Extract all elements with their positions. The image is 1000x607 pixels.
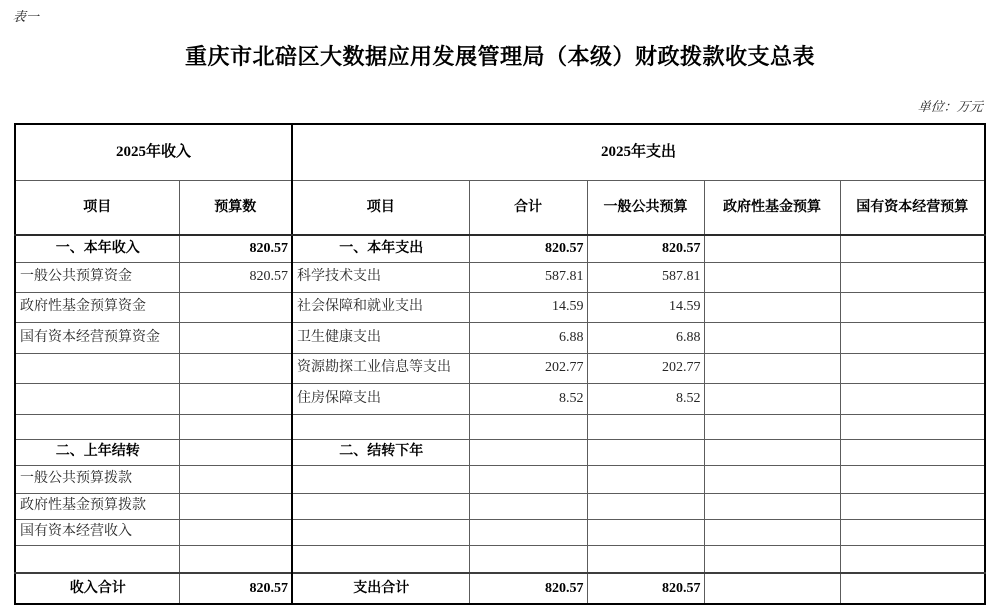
government-fund-budget-cell — [704, 493, 840, 519]
government-fund-budget-cell — [704, 545, 840, 573]
general-public-budget-cell: 587.81 — [587, 262, 704, 292]
revenue-item-cell: 政府性基金预算资金 — [15, 292, 179, 322]
state-capital-budget-cell — [840, 493, 985, 519]
revenue-item-cell: 一般公共预算拨款 — [15, 465, 179, 493]
expenditure-total-cell — [469, 493, 587, 519]
expenditure-total-cell: 8.52 — [469, 383, 587, 414]
state-capital-budget-cell — [840, 235, 985, 262]
government-fund-budget-cell — [704, 353, 840, 383]
table-row — [15, 292, 985, 322]
revenue-item-cell: 收入合计 — [15, 573, 179, 604]
expenditure-total-cell: 820.57 — [469, 573, 587, 604]
state-capital-budget-cell — [840, 292, 985, 322]
general-public-budget-cell: 820.57 — [587, 573, 704, 604]
government-fund-budget-cell — [704, 235, 840, 262]
state-capital-budget-cell — [840, 414, 985, 439]
government-fund-budget-cell — [704, 322, 840, 353]
revenue-group-header: 2025年收入 — [15, 124, 292, 180]
general-public-budget-cell: 8.52 — [587, 383, 704, 414]
expenditure-total-cell — [469, 519, 587, 545]
expenditure-item-cell — [292, 545, 469, 573]
expenditure-group-header: 2025年支出 — [292, 124, 985, 180]
column-header-expenditure-item: 项目 — [292, 180, 469, 235]
expenditure-total-cell — [469, 414, 587, 439]
government-fund-budget-cell — [704, 262, 840, 292]
table-row — [15, 262, 985, 292]
state-capital-budget-cell — [840, 262, 985, 292]
state-capital-budget-cell — [840, 465, 985, 493]
general-public-budget-cell: 14.59 — [587, 292, 704, 322]
revenue-item-cell: 一般公共预算资金 — [15, 262, 179, 292]
government-fund-budget-cell — [704, 519, 840, 545]
expenditure-item-cell: 住房保障支出 — [292, 383, 469, 414]
revenue-budget-cell — [179, 493, 292, 519]
revenue-item-cell — [15, 353, 179, 383]
table-row — [15, 414, 985, 439]
expenditure-total-cell: 6.88 — [469, 322, 587, 353]
table-row — [15, 353, 985, 383]
revenue-budget-cell — [179, 292, 292, 322]
column-header-government-fund-budget: 政府性基金预算 — [704, 180, 840, 235]
state-capital-budget-cell — [840, 353, 985, 383]
expenditure-item-cell: 社会保障和就业支出 — [292, 292, 469, 322]
government-fund-budget-cell — [704, 292, 840, 322]
government-fund-budget-cell — [704, 465, 840, 493]
government-fund-budget-cell — [704, 383, 840, 414]
revenue-item-cell: 国有资本经营收入 — [15, 519, 179, 545]
expenditure-total-cell: 820.57 — [469, 235, 587, 262]
table-row — [15, 439, 985, 465]
column-header-revenue-item: 项目 — [15, 180, 179, 235]
expenditure-total-cell — [469, 465, 587, 493]
revenue-budget-cell — [179, 519, 292, 545]
state-capital-budget-cell — [840, 439, 985, 465]
table-number-label: 表一 — [12, 9, 40, 24]
expenditure-item-cell: 资源勘探工业信息等支出 — [292, 353, 469, 383]
table-row — [15, 235, 985, 262]
column-header-state-capital-budget: 国有资本经营预算 — [840, 180, 985, 235]
revenue-budget-cell — [179, 465, 292, 493]
column-header-total: 合计 — [469, 180, 587, 235]
budget-summary-table — [14, 123, 986, 605]
revenue-budget-cell: 820.57 — [179, 262, 292, 292]
government-fund-budget-cell — [704, 414, 840, 439]
expenditure-total-cell: 587.81 — [469, 262, 587, 292]
general-public-budget-cell — [587, 493, 704, 519]
table-row — [15, 573, 985, 604]
expenditure-total-cell — [469, 545, 587, 573]
revenue-budget-cell — [179, 545, 292, 573]
column-header-revenue-budget: 预算数 — [179, 180, 292, 235]
general-public-budget-cell — [587, 545, 704, 573]
general-public-budget-cell — [587, 439, 704, 465]
state-capital-budget-cell — [840, 573, 985, 604]
expenditure-item-cell: 卫生健康支出 — [292, 322, 469, 353]
expenditure-item-cell: 科学技术支出 — [292, 262, 469, 292]
expenditure-item-cell: 支出合计 — [292, 573, 469, 604]
general-public-budget-cell — [587, 414, 704, 439]
table-row — [15, 465, 985, 493]
state-capital-budget-cell — [840, 519, 985, 545]
government-fund-budget-cell — [704, 573, 840, 604]
unit-note: 单位：万元 — [917, 99, 984, 114]
state-capital-budget-cell — [840, 383, 985, 414]
revenue-budget-cell — [179, 383, 292, 414]
revenue-budget-cell — [179, 414, 292, 439]
revenue-item-cell: 一、本年收入 — [15, 235, 179, 262]
general-public-budget-cell: 820.57 — [587, 235, 704, 262]
revenue-budget-cell — [179, 439, 292, 465]
page-title: 重庆市北碚区大数据应用发展管理局（本级）财政拨款收支总表 — [184, 44, 815, 69]
expenditure-total-cell: 202.77 — [469, 353, 587, 383]
group-header-row — [15, 124, 985, 180]
government-fund-budget-cell — [704, 439, 840, 465]
revenue-item-cell — [15, 383, 179, 414]
revenue-item-cell: 国有资本经营预算资金 — [15, 322, 179, 353]
table-row — [15, 493, 985, 519]
revenue-item-cell — [15, 414, 179, 439]
expenditure-total-cell — [469, 439, 587, 465]
table-row — [15, 545, 985, 573]
expenditure-item-cell — [292, 493, 469, 519]
state-capital-budget-cell — [840, 322, 985, 353]
revenue-budget-cell: 820.57 — [179, 573, 292, 604]
state-capital-budget-cell — [840, 545, 985, 573]
expenditure-item-cell: 一、本年支出 — [292, 235, 469, 262]
revenue-item-cell — [15, 545, 179, 573]
expenditure-item-cell — [292, 414, 469, 439]
table-row — [15, 383, 985, 414]
general-public-budget-cell: 202.77 — [587, 353, 704, 383]
general-public-budget-cell — [587, 465, 704, 493]
expenditure-total-cell: 14.59 — [469, 292, 587, 322]
revenue-budget-cell — [179, 322, 292, 353]
revenue-budget-cell — [179, 353, 292, 383]
general-public-budget-cell: 6.88 — [587, 322, 704, 353]
table-row — [15, 519, 985, 545]
revenue-budget-cell: 820.57 — [179, 235, 292, 262]
expenditure-item-cell — [292, 519, 469, 545]
table-row — [15, 322, 985, 353]
column-header-general-public-budget: 一般公共预算 — [587, 180, 704, 235]
general-public-budget-cell — [587, 519, 704, 545]
expenditure-item-cell — [292, 465, 469, 493]
table-body — [15, 235, 985, 604]
revenue-item-cell: 政府性基金预算拨款 — [15, 493, 179, 519]
column-header-row — [15, 180, 985, 235]
revenue-item-cell: 二、上年结转 — [15, 439, 179, 465]
expenditure-item-cell: 二、结转下年 — [292, 439, 469, 465]
